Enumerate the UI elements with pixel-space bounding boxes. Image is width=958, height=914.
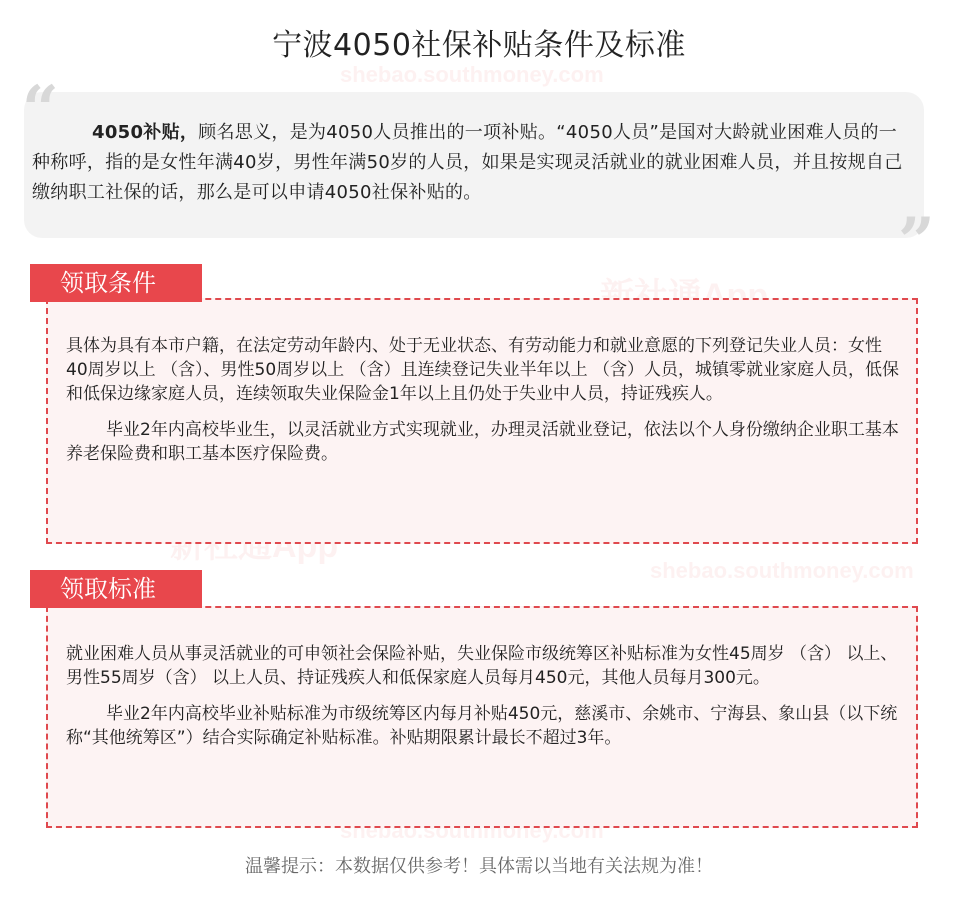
open-quote-icon: “ — [22, 72, 59, 147]
watermark-domain: shebao.southmoney.com — [650, 558, 914, 583]
conditions-heading: 领取条件 — [30, 264, 202, 302]
conditions-paragraph: 毕业2年内高校毕业生，以灵活就业方式实现就业，办理灵活就业登记，依法以个人身份缴纳企业职工基本养老保险费和职工基本医疗保险费。 — [66, 420, 899, 464]
intro-text — [32, 118, 912, 208]
standards-text — [66, 642, 902, 762]
standards-heading: 领取标准 — [30, 570, 202, 608]
intro-lead: 4050补贴， — [92, 122, 199, 143]
watermark-brand: 新社通App — [600, 277, 769, 315]
watermark-domain: shebao.southmoney.com — [340, 818, 604, 843]
intro-body: 顾名思义，是为4050人员推出的一项补贴。“4050人员”是国对大龄就业困难人员的一种称呼，指的是女性年满40岁，男性年满50岁的人员，如果是实现灵活就业的就业困难人员，并且按规自己缴纳职工社保的话，那么是可以申请4050社保补贴的。 — [32, 122, 903, 203]
watermark-brand: 新社通App — [170, 527, 339, 565]
watermark-domain: shebao.southmoney.com — [340, 62, 604, 87]
close-quote-icon: ” — [898, 204, 935, 279]
page-title: 宁波4050社保补贴条件及标准 — [272, 28, 686, 63]
conditions-paragraph: 具体为具有本市户籍，在法定劳动年龄内、处于无业状态、有劳动能力和就业意愿的下列登记失业人员：女性40周岁以上 （含）、男性50周岁以上 （含）且连续登记失业半年以上 （含）人员，城镇零就业家庭人员，低保和低保边缘家庭人员，连续领取失业保险金1年以上且仍处于失业中人员，持证残疾人。 — [66, 336, 899, 404]
footer-note: 温馨提示：本数据仅供参考！具体需以当地有关法规为准！ — [245, 856, 713, 877]
standards-paragraph: 就业困难人员从事灵活就业的可申领社会保险补贴，失业保险市级统筹区补贴标准为女性45周岁 （含） 以上、男性55周岁（含） 以上人员、持证残疾人和低保家庭人员每月450元，其他人员每月300元。 — [66, 644, 898, 688]
standards-paragraph: 毕业2年内高校毕业补贴标准为市级统筹区内每月补贴450元，慈溪市、余姚市、宁海县、象山县（以下统称“其他统筹区”）结合实际确定补贴标准。补贴期限累计最长不超过3年。 — [66, 704, 898, 748]
conditions-text — [66, 334, 902, 478]
